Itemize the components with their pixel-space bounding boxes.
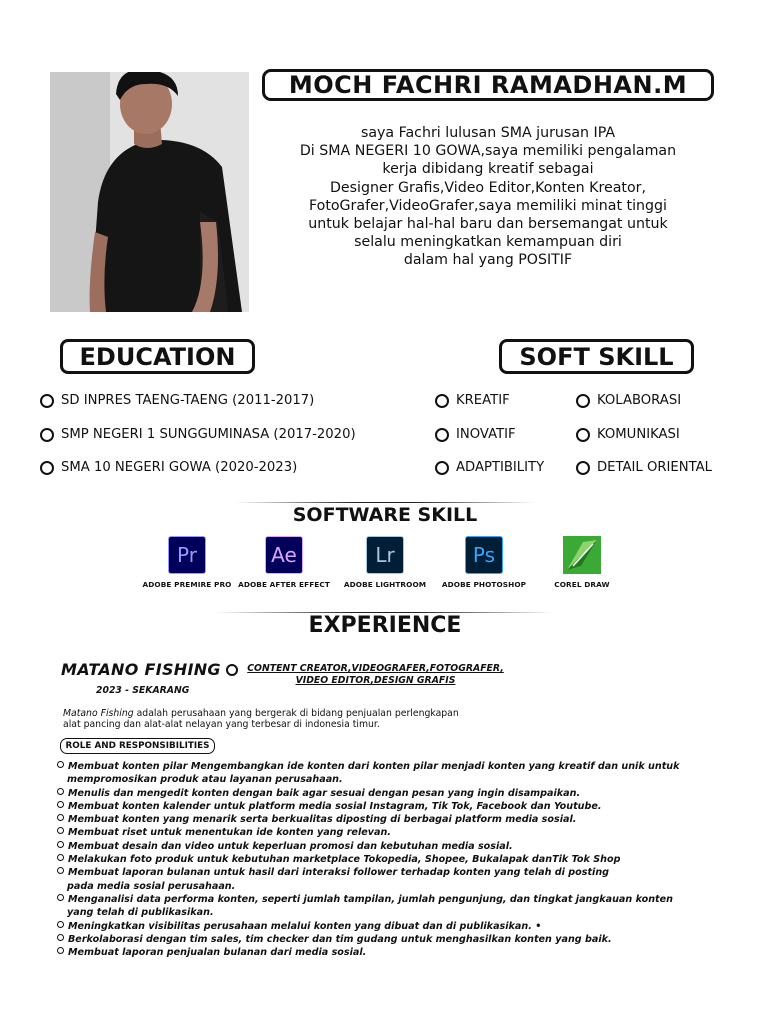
circle-bullet-icon (435, 461, 449, 475)
bullet-icon (57, 827, 64, 834)
about-line: selalu meningkatkan kemampuan diri (354, 234, 622, 251)
full-name: MOCH FACHRI RAMADHAN.M (288, 71, 688, 99)
responsibilities-heading: ROLE AND RESPONSIBILITIES (60, 738, 215, 754)
soft-skill-label: INOVATIF (456, 427, 516, 442)
lightroom-icon: Lr (366, 536, 404, 574)
responsibility-text: Membuat konten kalender untuk platform media sosial Instagram, Tik Tok, Facebook dan Youtube. (68, 800, 602, 812)
circle-bullet-icon (40, 461, 54, 475)
responsibility-item (57, 813, 747, 826)
about-line: kerja dibidang kreatif sebagai (382, 161, 594, 178)
bullet-icon (57, 761, 64, 768)
period: 2023 - SEKARANG (96, 685, 190, 696)
about-line: saya Fachri lulusan SMA jurusan IPA (360, 125, 616, 141)
soft-skill-label: KREATIF (456, 393, 510, 408)
responsibility-item (57, 866, 747, 879)
education-item (40, 460, 297, 475)
soft-skill-item (576, 427, 680, 442)
company-name-inline: Matano Fishing (63, 708, 134, 719)
soft-skill-label: KOMUNIKASI (597, 427, 680, 442)
responsibility-item (57, 893, 747, 906)
responsibility-item (57, 760, 747, 773)
education-item-label: SMP NEGERI 1 SUNGGUMINASA (2017-2020) (61, 427, 356, 442)
responsibility-text: Membuat riset untuk menentukan ide konten yang relevan. (68, 827, 391, 839)
responsibility-text: pada media sosial perusahaan. (67, 880, 236, 892)
after-effects-icon: Ae (265, 536, 303, 574)
software-label: ADOBE LIGHTROOM (343, 580, 427, 589)
responsibility-item (57, 880, 747, 893)
bullet-icon (57, 921, 64, 928)
responsibility-item (57, 920, 747, 933)
name-box (262, 69, 714, 101)
responsibility-item (57, 853, 747, 866)
responsibility-text: Membuat konten pilar Mengembangkan ide konten dari konten pilar menjadi konten yang kreatif dan unik untuk (68, 761, 680, 772)
bullet-icon (57, 854, 64, 861)
premiere-pro-icon: Pr (168, 536, 206, 574)
responsibility-item (57, 826, 747, 839)
about-line: Di SMA NEGERI 10 GOWA,saya memiliki pengalaman (299, 143, 677, 160)
responsibility-item (57, 787, 747, 800)
circle-bullet-icon (435, 394, 449, 408)
software-item (236, 536, 332, 589)
responsibility-item (57, 933, 747, 946)
responsibility-text: Berkolaborasi dengan tim sales, tim checker dan tim gudang untuk menghasilkan konten yang baik. (68, 933, 612, 945)
bullet-icon (57, 814, 64, 821)
education-heading: EDUCATION (60, 339, 255, 374)
about-line: dalam hal yang POSITIF (403, 252, 573, 269)
circle-bullet-icon (576, 394, 590, 408)
about-text (262, 124, 714, 270)
bullet-icon (57, 801, 64, 808)
company-description (63, 708, 503, 730)
coreldraw-icon (563, 536, 601, 574)
circle-bullet-icon (40, 428, 54, 442)
photoshop-icon: Ps (465, 536, 503, 574)
software-label: COREL DRAW (554, 580, 610, 589)
bullet-icon (57, 934, 64, 941)
bullet-icon (57, 867, 64, 874)
soft-skill-label: KOLABORASI (597, 393, 682, 408)
responsibilities-list (57, 760, 747, 959)
education-item-label: SD INPRES TAENG-TAENG (2011-2017) (61, 393, 315, 408)
bullet-icon (57, 894, 64, 901)
description-text: adalah perusahaan yang bergerak di bidang penjualan perlengkapan (133, 708, 459, 719)
job-role-line: VIDEO EDITOR,DESIGN GRAFIS (295, 675, 456, 686)
education-item-label: SMA 10 NEGERI GOWA (2020-2023) (61, 460, 298, 475)
software-label: ADOBE PHOTOSHOP (441, 580, 527, 589)
responsibility-item (57, 840, 747, 853)
circle-bullet-icon (576, 461, 590, 475)
description-text: alat pancing dan alat-alat nelayan yang terbesar di indonesia timur. (63, 719, 380, 730)
responsibility-text: Menganalisi data performa konten, seperti jumlah tampilan, jumlah pengunjung, dan tingkat jangkauan konten (68, 893, 673, 905)
soft-skill-heading: SOFT SKILL (499, 339, 694, 374)
about-line: untuk belajar hal-hal baru dan bersemangat untuk (308, 216, 668, 233)
responsibility-text: Membuat desain dan video untuk keperluan promosi dan kebutuhan media sosial. (68, 840, 513, 852)
profile-photo (50, 72, 249, 312)
software-item (534, 536, 630, 589)
soft-skill-item (576, 393, 681, 408)
job-role (243, 663, 508, 687)
soft-skill-item (435, 427, 516, 442)
responsibility-text: yang telah di publikasikan. (67, 907, 214, 919)
experience-heading: EXPERIENCE (308, 613, 462, 638)
responsibility-text: Menulis dan mengedit konten dengan baik agar sesuai dengan pesan yang ingin disampaikan. (68, 787, 581, 799)
soft-skill-label: ADAPTIBILITY (456, 460, 545, 475)
education-item (40, 427, 356, 442)
soft-skill-item (435, 460, 544, 475)
bullet-icon (57, 841, 64, 848)
software-item (436, 536, 532, 589)
soft-skill-item (435, 393, 510, 408)
responsibility-text: Melakukan foto produk untuk kebutuhan marketplace Tokopedia, Shopee, Bukalapak danTik Tok Shop (68, 854, 621, 866)
job-role-line: CONTENT CREATOR,VIDEOGRAFER,FOTOGRAFER, (247, 663, 504, 674)
responsibility-item (57, 906, 747, 919)
about-line: FotoGrafer,VideoGrafer,saya memiliki minat tinggi (308, 197, 668, 214)
circle-bullet-icon (435, 428, 449, 442)
bullet-icon (57, 788, 64, 795)
circle-bullet-icon (576, 428, 590, 442)
soft-skill-item (576, 460, 712, 475)
responsibility-text: Membuat laporan bulanan untuk hasil dari interaksi follower terhadap konten yang telah di posting (68, 867, 610, 879)
circle-bullet-icon (40, 394, 54, 408)
education-item (40, 393, 314, 408)
responsibility-text: Membuat konten yang menarik serta berkualitas diposting di berbagai platform media sosial. (68, 814, 577, 826)
responsibility-text: Membuat laporan penjualan bulanan dari media sosial. (68, 947, 367, 959)
divider (235, 502, 535, 503)
responsibility-text: Meningkatkan visibilitas perusahaan melalui konten yang dibuat dan di publikasikan. • (68, 920, 542, 932)
responsibility-item (57, 800, 747, 813)
software-label: ADOBE PREMIRE PRO (142, 580, 232, 589)
company-name: MATANO FISHING (61, 660, 221, 679)
responsibility-item (57, 773, 747, 786)
software-item (337, 536, 433, 589)
soft-skill-label: DETAIL ORIENTAL (597, 460, 712, 475)
responsibility-item (57, 946, 747, 959)
responsibility-text: mempromosikan produk atau layanan perusahaan. (67, 774, 343, 786)
bullet-icon (57, 947, 64, 954)
software-label: ADOBE AFTER EFFECT (238, 580, 330, 589)
about-line: Designer Grafis,Video Editor,Konten Kreator, (329, 179, 647, 196)
software-item (139, 536, 235, 589)
software-skill-heading: SOFTWARE SKILL (292, 504, 478, 526)
circle-bullet-icon (226, 664, 238, 676)
